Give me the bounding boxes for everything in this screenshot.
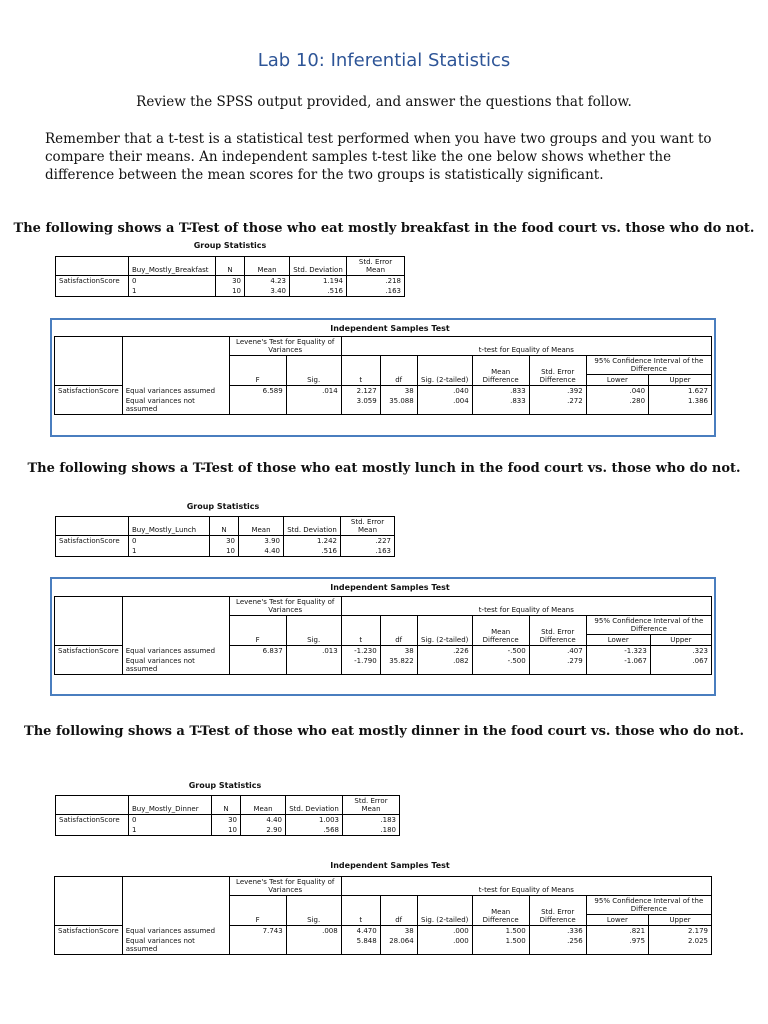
table-cell: .163 — [341, 546, 395, 557]
table-cell: t — [341, 896, 380, 926]
table-cell: 95% Confidence Interval of the Difference — [586, 616, 711, 635]
table-cell: Mean — [239, 517, 284, 536]
table-cell: 35.088 — [380, 396, 417, 415]
empty-cell — [229, 656, 286, 675]
table-cell: 5.848 — [341, 936, 380, 955]
table-cell: Upper — [649, 915, 712, 926]
table-cell: .821 — [586, 926, 648, 937]
group-statistics-caption: Group Statistics — [186, 502, 260, 511]
table-cell: 1.500 — [472, 936, 529, 955]
table-row — [55, 646, 712, 657]
table-cell: .833 — [472, 396, 529, 415]
table-cell: .000 — [417, 936, 472, 955]
empty-cell — [55, 396, 123, 415]
table-cell: 2.90 — [241, 825, 286, 836]
table-cell: Buy_Mostly_Lunch — [129, 517, 210, 536]
independent-samples-table — [54, 596, 712, 675]
table-cell: Mean Difference — [472, 356, 529, 386]
table-row — [56, 796, 400, 815]
table-cell: .218 — [347, 276, 405, 287]
empty-cell — [122, 877, 229, 926]
independent-samples-caption: Independent Samples Test — [330, 583, 450, 592]
table-cell: Std. Error Difference — [529, 896, 586, 926]
empty-cell — [286, 936, 341, 955]
empty-cell — [55, 877, 123, 926]
table-cell: Std. Deviation — [284, 517, 341, 536]
table-cell: 1 — [129, 546, 210, 557]
table-cell: 1 — [129, 286, 216, 297]
table-cell: Buy_Mostly_Breakfast — [129, 257, 216, 276]
table-cell: t — [341, 356, 380, 386]
page-subtitle: Review the SPSS output provided, and answer the questions that follow. — [136, 94, 632, 110]
table-row — [55, 597, 712, 616]
table-cell: Upper — [650, 635, 711, 646]
table-row — [56, 276, 405, 287]
empty-cell — [56, 286, 129, 297]
table-cell: 6.589 — [229, 386, 286, 397]
section-heading-dinner: The following shows a T-Test of those who eat mostly dinner in the food court vs. those who do not. — [24, 724, 744, 739]
table-cell: .392 — [529, 386, 586, 397]
table-cell: Std. Deviation — [286, 796, 343, 815]
empty-cell — [56, 546, 129, 557]
table-cell: .163 — [347, 286, 405, 297]
empty-cell — [229, 396, 286, 415]
empty-cell — [286, 396, 341, 415]
table-cell: N — [210, 517, 239, 536]
table-cell: .226 — [417, 646, 472, 657]
table-cell: t — [341, 616, 380, 646]
table-cell: Equal variances assumed — [122, 386, 229, 397]
table-cell: 1.627 — [649, 386, 712, 397]
table-cell: .833 — [472, 386, 529, 397]
table-cell: df — [380, 616, 417, 646]
table-cell: .013 — [286, 646, 341, 657]
table-cell: Levene's Test for Equality of Variances — [229, 877, 341, 896]
independent-samples-table — [54, 336, 712, 415]
group-statistics-caption: Group Statistics — [193, 241, 267, 250]
table-cell: Sig. (2-tailed) — [417, 356, 472, 386]
empty-cell — [55, 597, 123, 646]
table-cell: Lower — [586, 915, 648, 926]
table-cell: Mean Difference — [472, 896, 529, 926]
table-cell: .040 — [586, 386, 648, 397]
table-cell: Lower — [586, 635, 650, 646]
table-cell: SatisfactionScore — [56, 276, 129, 287]
page-title: Lab 10: Inferential Statistics — [257, 50, 511, 71]
independent-samples-caption: Independent Samples Test — [330, 861, 450, 870]
table-cell: 30 — [212, 815, 241, 826]
table-cell: 0 — [129, 276, 216, 287]
table-cell: Equal variances not assumed — [122, 656, 229, 675]
table-cell: Sig. — [286, 616, 341, 646]
table-row — [55, 926, 712, 937]
table-row — [55, 877, 712, 896]
empty-cell — [55, 337, 123, 386]
table-cell: 3.059 — [341, 396, 380, 415]
table-cell: SatisfactionScore — [55, 646, 123, 657]
table-cell: Mean — [241, 796, 286, 815]
table-cell: Std. Error Mean — [341, 517, 395, 536]
table-cell: 1.500 — [472, 926, 529, 937]
table-cell: 35.822 — [380, 656, 417, 675]
table-cell: F — [229, 356, 286, 386]
table-cell: 2.025 — [649, 936, 712, 955]
table-cell: Std. Deviation — [290, 257, 347, 276]
table-cell: 38 — [380, 646, 417, 657]
table-cell: Std. Error Difference — [529, 356, 586, 386]
table-cell: Sig. — [286, 356, 341, 386]
empty-cell — [56, 257, 129, 276]
table-cell: t-test for Equality of Means — [341, 337, 711, 356]
table-row — [56, 825, 400, 836]
table-cell: Levene's Test for Equality of Variances — [229, 337, 341, 356]
table-cell: Std. Error Mean — [343, 796, 400, 815]
table-cell: 0 — [129, 536, 210, 547]
table-cell: 1.003 — [286, 815, 343, 826]
table-cell: 1.242 — [284, 536, 341, 547]
empty-cell — [56, 825, 129, 836]
table-cell: Equal variances assumed — [122, 926, 229, 937]
table-cell: Std. Error Mean — [347, 257, 405, 276]
table-cell: Equal variances not assumed — [122, 396, 229, 415]
table-cell: Sig. (2-tailed) — [417, 896, 472, 926]
table-cell: 2.127 — [341, 386, 380, 397]
table-cell: .183 — [343, 815, 400, 826]
intro-paragraph: Remember that a t-test is a statistical test performed when you have two groups and you want to compare their means. An independent samples t-test like the one below shows whether the difference between the mean scores for the two groups is statistically significant. — [45, 131, 712, 183]
table-cell: -1.323 — [586, 646, 650, 657]
table-cell: -.500 — [472, 646, 529, 657]
section-heading-breakfast: The following shows a T-Test of those who eat mostly breakfast in the food court vs. those who do not. — [13, 221, 755, 236]
table-cell: 30 — [216, 276, 245, 287]
table-cell: N — [212, 796, 241, 815]
table-cell: Mean Difference — [472, 616, 529, 646]
independent-samples-table — [54, 876, 712, 955]
table-cell: .014 — [286, 386, 341, 397]
table-cell: Equal variances not assumed — [122, 936, 229, 955]
table-cell: -1.230 — [341, 646, 380, 657]
table-cell: 4.40 — [241, 815, 286, 826]
table-cell: t-test for Equality of Means — [341, 877, 711, 896]
table-row — [56, 536, 395, 547]
table-cell: Std. Error Difference — [529, 616, 586, 646]
table-cell: F — [229, 616, 286, 646]
table-row — [56, 815, 400, 826]
table-cell: 4.40 — [239, 546, 284, 557]
table-cell: .008 — [286, 926, 341, 937]
table-row — [55, 386, 712, 397]
table-cell: 10 — [216, 286, 245, 297]
table-cell: 4.23 — [245, 276, 290, 287]
table-cell: .280 — [586, 396, 648, 415]
table-cell: .040 — [417, 386, 472, 397]
table-cell: .516 — [290, 286, 347, 297]
table-cell: Sig. — [286, 896, 341, 926]
table-cell: .568 — [286, 825, 343, 836]
table-row — [55, 936, 712, 955]
section-heading-lunch: The following shows a T-Test of those who eat mostly lunch in the food court vs. those who do not. — [27, 461, 741, 476]
table-cell: 95% Confidence Interval of the Difference — [586, 896, 711, 915]
table-cell: t-test for Equality of Means — [341, 597, 711, 616]
table-cell: .082 — [417, 656, 472, 675]
group-statistics-table — [55, 256, 405, 297]
table-cell: SatisfactionScore — [55, 386, 123, 397]
independent-samples-caption: Independent Samples Test — [330, 324, 450, 333]
table-cell: 2.179 — [649, 926, 712, 937]
table-row — [56, 286, 405, 297]
table-cell: .975 — [586, 936, 648, 955]
group-statistics-table — [55, 516, 395, 557]
table-cell: 4.470 — [341, 926, 380, 937]
table-cell: N — [216, 257, 245, 276]
table-cell: .067 — [650, 656, 711, 675]
empty-cell — [122, 337, 229, 386]
table-cell: 1.194 — [290, 276, 347, 287]
table-cell: 3.40 — [245, 286, 290, 297]
table-row — [55, 337, 712, 356]
table-cell: Lower — [586, 375, 648, 386]
table-cell: df — [380, 356, 417, 386]
table-cell: 95% Confidence Interval of the Difference — [586, 356, 711, 375]
table-cell: 38 — [380, 926, 417, 937]
empty-cell — [286, 656, 341, 675]
empty-cell — [122, 597, 229, 646]
table-row — [55, 396, 712, 415]
table-cell: 0 — [129, 815, 212, 826]
table-cell: 30 — [210, 536, 239, 547]
table-cell: Levene's Test for Equality of Variances — [229, 597, 341, 616]
table-cell: .336 — [529, 926, 586, 937]
table-cell: .000 — [417, 926, 472, 937]
table-cell: .272 — [529, 396, 586, 415]
table-cell: 6.837 — [229, 646, 286, 657]
table-cell: SatisfactionScore — [55, 926, 123, 937]
group-statistics-table — [55, 795, 400, 836]
table-cell: .256 — [529, 936, 586, 955]
table-cell: Buy_Mostly_Dinner — [129, 796, 212, 815]
table-cell: 1.386 — [649, 396, 712, 415]
table-cell: 10 — [212, 825, 241, 836]
empty-cell — [229, 936, 286, 955]
table-cell: .004 — [417, 396, 472, 415]
table-cell: 28.064 — [380, 936, 417, 955]
table-row — [55, 656, 712, 675]
table-cell: 7.743 — [229, 926, 286, 937]
table-cell: Sig. (2-tailed) — [417, 616, 472, 646]
table-cell: Equal variances assumed — [122, 646, 229, 657]
table-row — [56, 546, 395, 557]
empty-cell — [56, 796, 129, 815]
table-row — [56, 257, 405, 276]
table-cell: -.500 — [472, 656, 529, 675]
table-cell: .323 — [650, 646, 711, 657]
table-cell: df — [380, 896, 417, 926]
table-cell: -1.067 — [586, 656, 650, 675]
table-row — [56, 517, 395, 536]
table-cell: F — [229, 896, 286, 926]
table-cell: .407 — [529, 646, 586, 657]
table-cell: 38 — [380, 386, 417, 397]
table-cell: SatisfactionScore — [56, 536, 129, 547]
empty-cell — [55, 656, 123, 675]
table-cell: .279 — [529, 656, 586, 675]
table-cell: .180 — [343, 825, 400, 836]
table-cell: 1 — [129, 825, 212, 836]
table-cell: 10 — [210, 546, 239, 557]
group-statistics-caption: Group Statistics — [188, 781, 262, 790]
table-cell: .516 — [284, 546, 341, 557]
table-cell: Upper — [649, 375, 712, 386]
table-cell: .227 — [341, 536, 395, 547]
table-cell: 3.90 — [239, 536, 284, 547]
table-cell: Mean — [245, 257, 290, 276]
table-cell: -1.790 — [341, 656, 380, 675]
table-cell: SatisfactionScore — [56, 815, 129, 826]
empty-cell — [56, 517, 129, 536]
empty-cell — [55, 936, 123, 955]
